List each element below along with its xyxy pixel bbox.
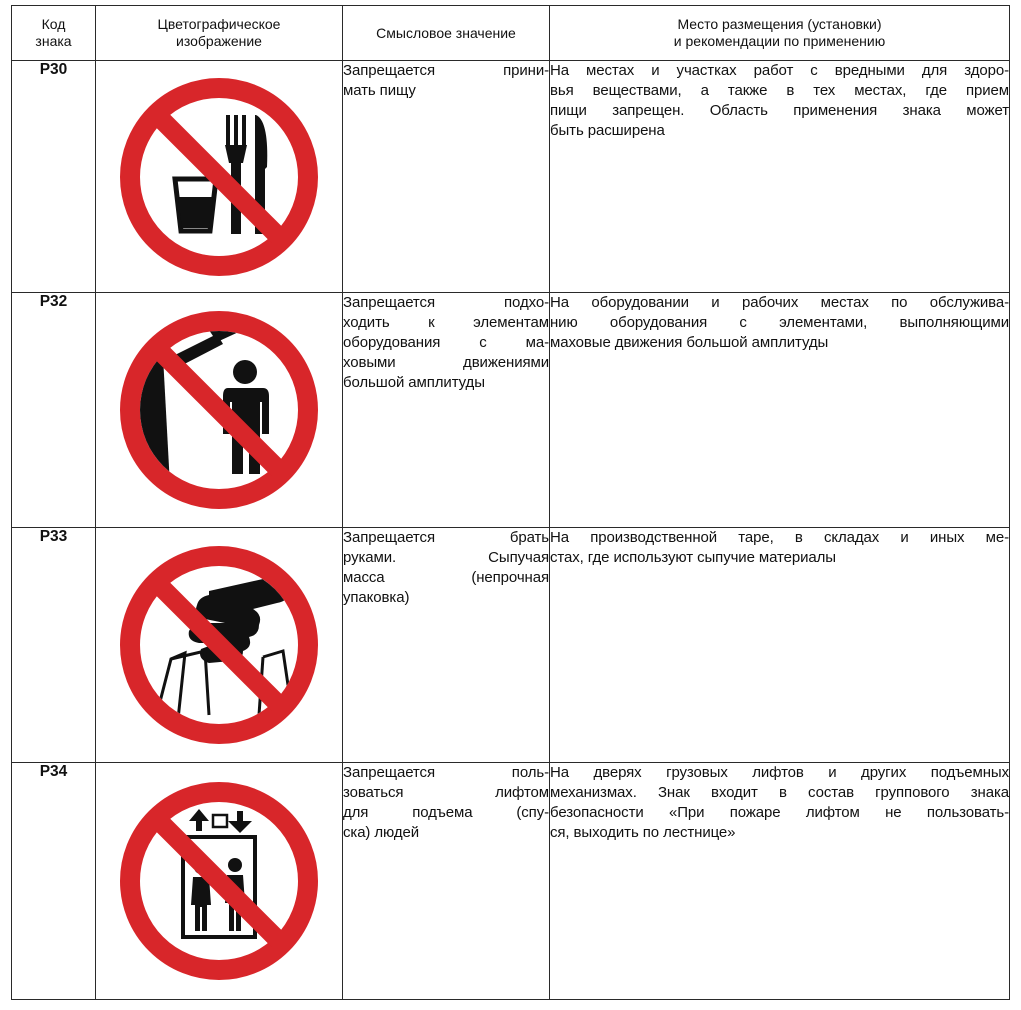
table-row (12, 293, 1010, 528)
sign-meaning (343, 763, 550, 1000)
text-line: ходить к элементам (343, 314, 549, 331)
no-elevator-for-people-sign-icon (113, 775, 325, 987)
header-line: Код (41, 16, 66, 32)
sign-code: P32 (12, 293, 96, 528)
sign-image-cell (96, 293, 343, 528)
sign-placement (550, 763, 1010, 1000)
text-line: упаковка) (343, 589, 410, 606)
sign-placement (550, 528, 1010, 763)
text-line: Запрещается брать (343, 529, 549, 546)
text-line: мать пищу (343, 82, 416, 99)
text-line: ска) людей (343, 824, 420, 841)
text-line: На производственной таре, в складах и иных ме- (550, 529, 1009, 546)
text-line: руками. Сыпучая (343, 549, 549, 566)
header-image (96, 6, 343, 61)
sign-image-cell (96, 528, 343, 763)
text-line: На местах и участках работ с вредными для здоро- (550, 62, 1009, 79)
text-line: Запрещается подхо- (343, 294, 549, 311)
no-taking-by-hand-sign-icon (113, 539, 325, 751)
table-row (12, 61, 1010, 293)
table-row (12, 528, 1010, 763)
text-line: ховыми движениями (343, 354, 549, 371)
header-line: Смысловое значение (376, 24, 516, 41)
header-line: изображение (176, 33, 262, 49)
sign-image-cell (96, 61, 343, 293)
sign-placement (550, 61, 1010, 293)
safety-signs-table (11, 5, 1010, 1000)
table-row (12, 763, 1010, 1000)
text-line: масса (непрочная (343, 569, 549, 586)
header-row (12, 6, 1010, 61)
no-approaching-swinging-parts-sign-icon (113, 304, 325, 516)
text-line: большой амплитуды (343, 374, 485, 391)
text-line: Запрещается поль- (343, 764, 549, 781)
sign-code: P34 (12, 763, 96, 1000)
header-place (550, 6, 1010, 61)
header-line: знака (35, 33, 72, 49)
text-line: На оборудовании и рабочих местах по обслужива- (550, 294, 1009, 311)
no-eating-drinking-sign-icon (113, 71, 325, 283)
text-line: стах, где используют сыпучие материалы (550, 549, 836, 566)
header-line: Место размещения (установки) (677, 16, 882, 32)
sign-meaning (343, 528, 550, 763)
text-line: маховые движения большой амплитуды (550, 334, 829, 351)
sign-code: P33 (12, 528, 96, 763)
text-line: для подъема (спу- (343, 804, 549, 821)
text-line: вья веществами, а также в тех местах, где прием (550, 82, 1009, 99)
text-line: Запрещается прини- (343, 62, 549, 79)
header-line: и рекомендации по применению (673, 33, 886, 49)
text-line: пищи запрещен. Область применения знака может (550, 102, 1009, 119)
text-line: механизмах. Знак входит в состав группового знака (550, 784, 1009, 801)
text-line: ся, выходить по лестнице» (550, 824, 736, 841)
sign-code: P30 (12, 61, 96, 293)
text-line: зоваться лифтом (343, 784, 549, 801)
text-line: оборудования с ма- (343, 334, 549, 351)
header-code (12, 6, 96, 61)
header-meaning (343, 6, 550, 61)
text-line: безопасности «При пожаре лифтом не пользовать- (550, 804, 1009, 821)
text-line: быть расширена (550, 122, 665, 139)
sign-meaning (343, 61, 550, 293)
text-line: На дверях грузовых лифтов и других подъемных (550, 764, 1009, 781)
header-line: Цветографическое (157, 16, 281, 32)
text-line: нию оборудования с элементами, выполняющими (550, 314, 1009, 331)
sign-meaning (343, 293, 550, 528)
sign-placement (550, 293, 1010, 528)
sign-image-cell (96, 763, 343, 1000)
